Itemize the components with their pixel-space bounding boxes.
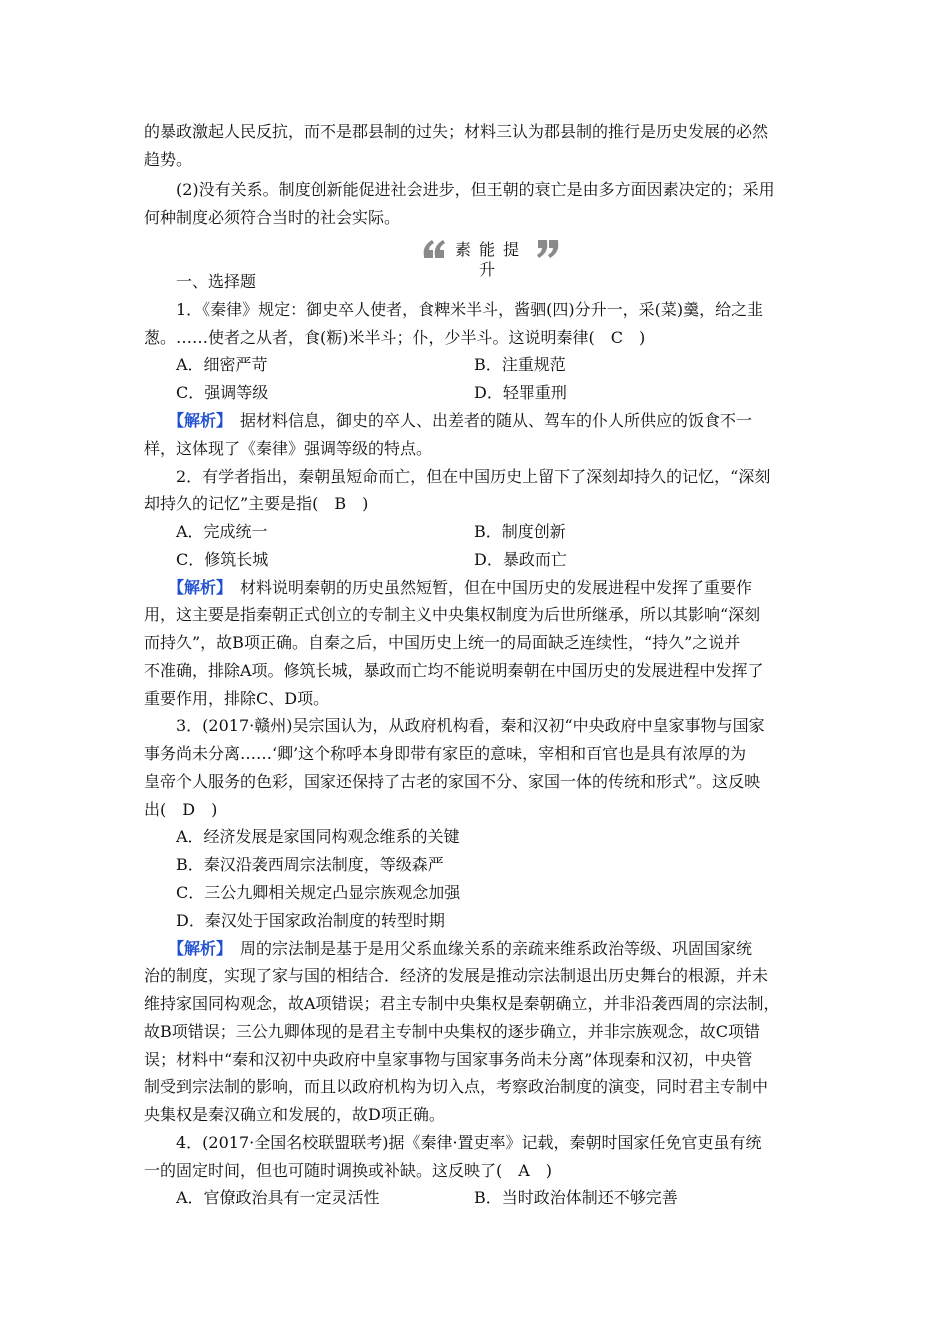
- q3-analysis-line-6: 制受到宗法制的影响，而且以政府机构为切入点，考察政治制度的演变，同时君主专制中: [144, 1077, 769, 1096]
- analysis-tag: 【解析】: [168, 939, 225, 958]
- q3-analysis-line-5: 误；材料中“秦和汉初中央政府中皇家事物与国家事务尚未分离”体现秦和汉初，中央管: [144, 1050, 753, 1069]
- q2-analysis-line-3: 而持久”，故B项正确。自秦之后，中国历史上统一的局面缺乏连续性，“持久”之说并: [144, 633, 741, 652]
- q2-stem-line-1: 2．有学者指出，秦朝虽短命而亡，但在中国历史上留下了深刻却持久的记忆，“深刻: [176, 467, 771, 486]
- q4-stem-line-2: 一的固定时间，但也可随时调换或补缺。这反映了( A ): [144, 1161, 553, 1180]
- q1-stem-line-1: 1．《秦律》规定：御史卒人使者，食粺米半斗，酱驷(四)分升一，采(菜)羹，给之韭: [176, 300, 764, 319]
- q1-option-a: A．细密严苛: [176, 355, 268, 374]
- q1-analysis-line-1: [168, 411, 752, 431]
- q2-analysis-line-4: 不准确，排除A项。修筑长城，暴政而亡均不能说明秦朝在中国历史的发展进程中发挥了: [144, 661, 764, 680]
- intro-line-4: 何种制度必须符合当时的社会实际。: [144, 208, 401, 227]
- q1-stem-line-2: 葱。……使者之从者，食(粝)米半斗；仆，少半斗。这说明秦律( C ): [144, 328, 646, 347]
- q2-analysis-line-1: [168, 578, 752, 598]
- q3-option-c: C．三公九卿相关规定凸显宗族观念加强: [176, 883, 461, 902]
- analysis-tag: 【解析】: [168, 411, 225, 430]
- q1-analysis-text: 据材料信息，御史的卒人、出差者的随从、驾车的仆人所供应的饭食不一: [224, 411, 753, 430]
- q4-stem-line-1: 4．(2017·全国名校联盟联考)据《秦律·置吏率》记载，秦朝时国家任免官吏虽有统: [176, 1133, 762, 1152]
- q2-analysis-line-2: 用，这主要是指秦朝正式创立的专制主义中央集权制度为后世所继承，所以其影响“深刻: [144, 605, 761, 624]
- q1-analysis-line-2: 样，这体现了《秦律》强调等级的特点。: [144, 439, 433, 458]
- q3-analysis-line-4: 故B项错误；三公九卿体现的是君主专制中央集权的逐步确立，并非宗族观念，故C项错: [144, 1022, 761, 1041]
- q2-analysis-line-5: 重要作用，排除C、D项。: [144, 689, 330, 708]
- q2-option-d: D．暴政而亡: [474, 550, 567, 569]
- q2-analysis-text: 材料说明秦朝的历史虽然短暂，但在中国历史的发展进程中发挥了重要作: [224, 578, 753, 597]
- intro-line-1: 的暴政激起人民反抗，而不是郡县制的过失；材料三认为郡县制的推行是历史发展的必然: [144, 122, 769, 141]
- q3-analysis-line-2: 治的制度，实现了家与国的相结合．经济的发展是推动宗法制退出历史舞台的根源，并未: [144, 966, 769, 985]
- q1-option-b: B．注重规范: [474, 355, 566, 374]
- q4-option-a: A．官僚政治具有一定灵活性: [176, 1188, 380, 1207]
- q1-option-d: D．轻罪重刑: [474, 383, 567, 402]
- q3-stem-line-2: 事务尚未分离……‘卿’这个称呼本身即带有家臣的意味，宰相和百官也是具有浓厚的为: [144, 744, 747, 763]
- section-banner: [420, 234, 562, 279]
- q3-analysis-line-3: 维持家国同构观念，故A项错误；君主专制中央集权是秦朝确立，并非沿袭西周的宗法制，: [144, 994, 780, 1013]
- q4-option-b: B．当时政治体制还不够完善: [474, 1188, 678, 1207]
- q3-stem-line-1: 3．(2017·赣州)吴宗国认为，从政府机构看，秦和汉初“中央政府中皇家事物与国家: [176, 716, 765, 735]
- q3-analysis-line-7: 央集权是秦汉确立和发展的，故D项正确。: [144, 1105, 445, 1124]
- q2-stem-line-2: 却持久的记忆”主要是指( B ): [144, 494, 369, 513]
- banner-label: 素能提升: [454, 240, 527, 279]
- intro-line-3: (2)没有关系。制度创新能促进社会进步，但王朝的衰亡是由多方面因素决定的；采用: [176, 180, 775, 199]
- q3-analysis-line-1: [168, 939, 752, 959]
- q3-stem-line-3: 皇帝个人服务的色彩，国家还保持了古老的家国不分、家国一体的传统和形式”。这反映: [144, 772, 761, 791]
- q3-option-a: A．经济发展是家国同构观念维系的关键: [176, 827, 460, 846]
- q3-option-d: D．秦汉处于国家政治制度的转型时期: [176, 911, 445, 930]
- q3-analysis-text: 周的宗法制是基于是用父系血缘关系的亲疏来维系政治等级、巩固国家统: [224, 939, 753, 958]
- q3-stem-line-4: 出( D ): [144, 800, 218, 819]
- intro-line-2: 趋势。: [144, 150, 193, 169]
- q2-option-a: A．完成统一: [176, 522, 268, 541]
- analysis-tag: 【解析】: [168, 578, 225, 597]
- q3-option-b: B．秦汉沿袭西周宗法制度，等级森严: [176, 855, 444, 874]
- q2-option-b: B．制度创新: [474, 522, 566, 541]
- q1-option-c: C．强调等级: [176, 383, 269, 402]
- q2-option-c: C．修筑长城: [176, 550, 269, 569]
- section-title: 一、选择题: [176, 272, 257, 291]
